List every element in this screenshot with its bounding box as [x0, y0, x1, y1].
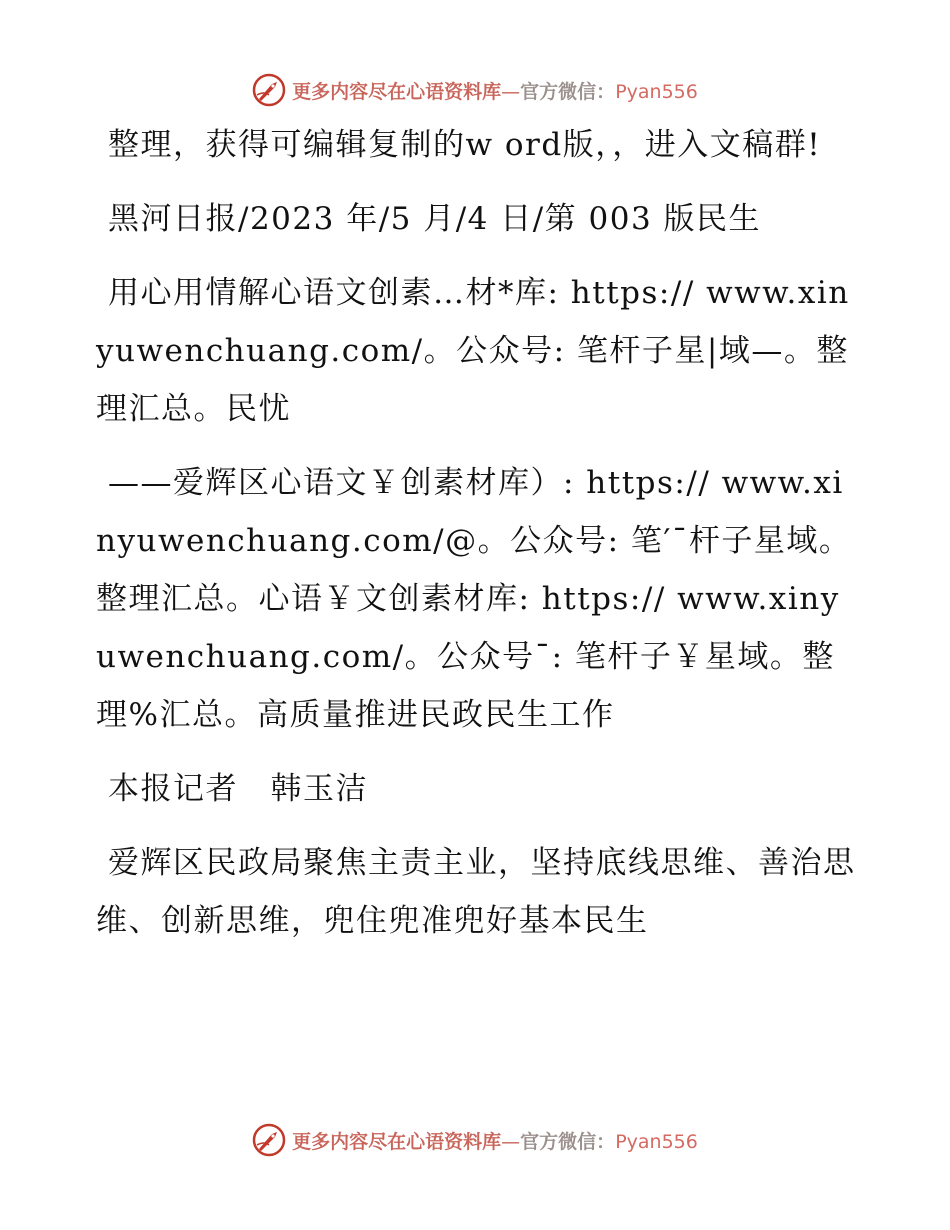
- paragraph-source-line: 黑河日报/2023 年/5 月/4 日/第 003 版民生: [108, 201, 762, 237]
- document-body: [96, 116, 856, 950]
- footer-watermark-banner: [0, 1118, 950, 1162]
- paragraph-headline: 用心用情解心语文创素…材*库: https:// www.xinyuwenchuang.com/。公众号: 笔杆子星|域—。整理汇总。民忧: [96, 275, 850, 427]
- pen-nib-logo-icon: [252, 73, 286, 107]
- pen-nib-logo-icon: [252, 1123, 286, 1157]
- watermark-wechat-label: 官方微信：: [520, 80, 616, 103]
- paragraph-subheadline: ——爱辉区心语文￥创素材库）: https:// www.xinyuwenchuang.com/@。公众号: 笔′¯杆子星域。整理汇总。心语￥文创素材库: https:// www.xinyuwenchuang.com/。公众号¯: 笔杆子￥星域。整理%汇总。高质量推进民政民生工作: [96, 465, 852, 733]
- watermark-text: [292, 77, 698, 104]
- watermark-wechat-label: 官方微信：: [520, 1130, 616, 1153]
- paragraph-byline: 本报记者 韩玉洁: [108, 771, 368, 807]
- paragraph-intro: 整理，获得可编辑复制的w ord版，，进入文稿群!: [108, 127, 822, 163]
- watermark-dash: —: [501, 80, 521, 103]
- header-watermark-banner: [0, 68, 950, 112]
- watermark-promo: 更多内容尽在心语资料库: [292, 1130, 502, 1153]
- watermark-promo: 更多内容尽在心语资料库: [292, 80, 502, 103]
- paragraph-lead: 爱辉区民政局聚焦主责主业，坚持底线思维、善治思维、创新思维，兜住兜准兜好基本民生: [96, 845, 856, 939]
- watermark-wechat-id: Pyan556: [615, 1130, 698, 1153]
- watermark-dash: —: [501, 1130, 521, 1153]
- watermark-wechat-id: Pyan556: [615, 80, 698, 103]
- watermark-text: [292, 1127, 698, 1154]
